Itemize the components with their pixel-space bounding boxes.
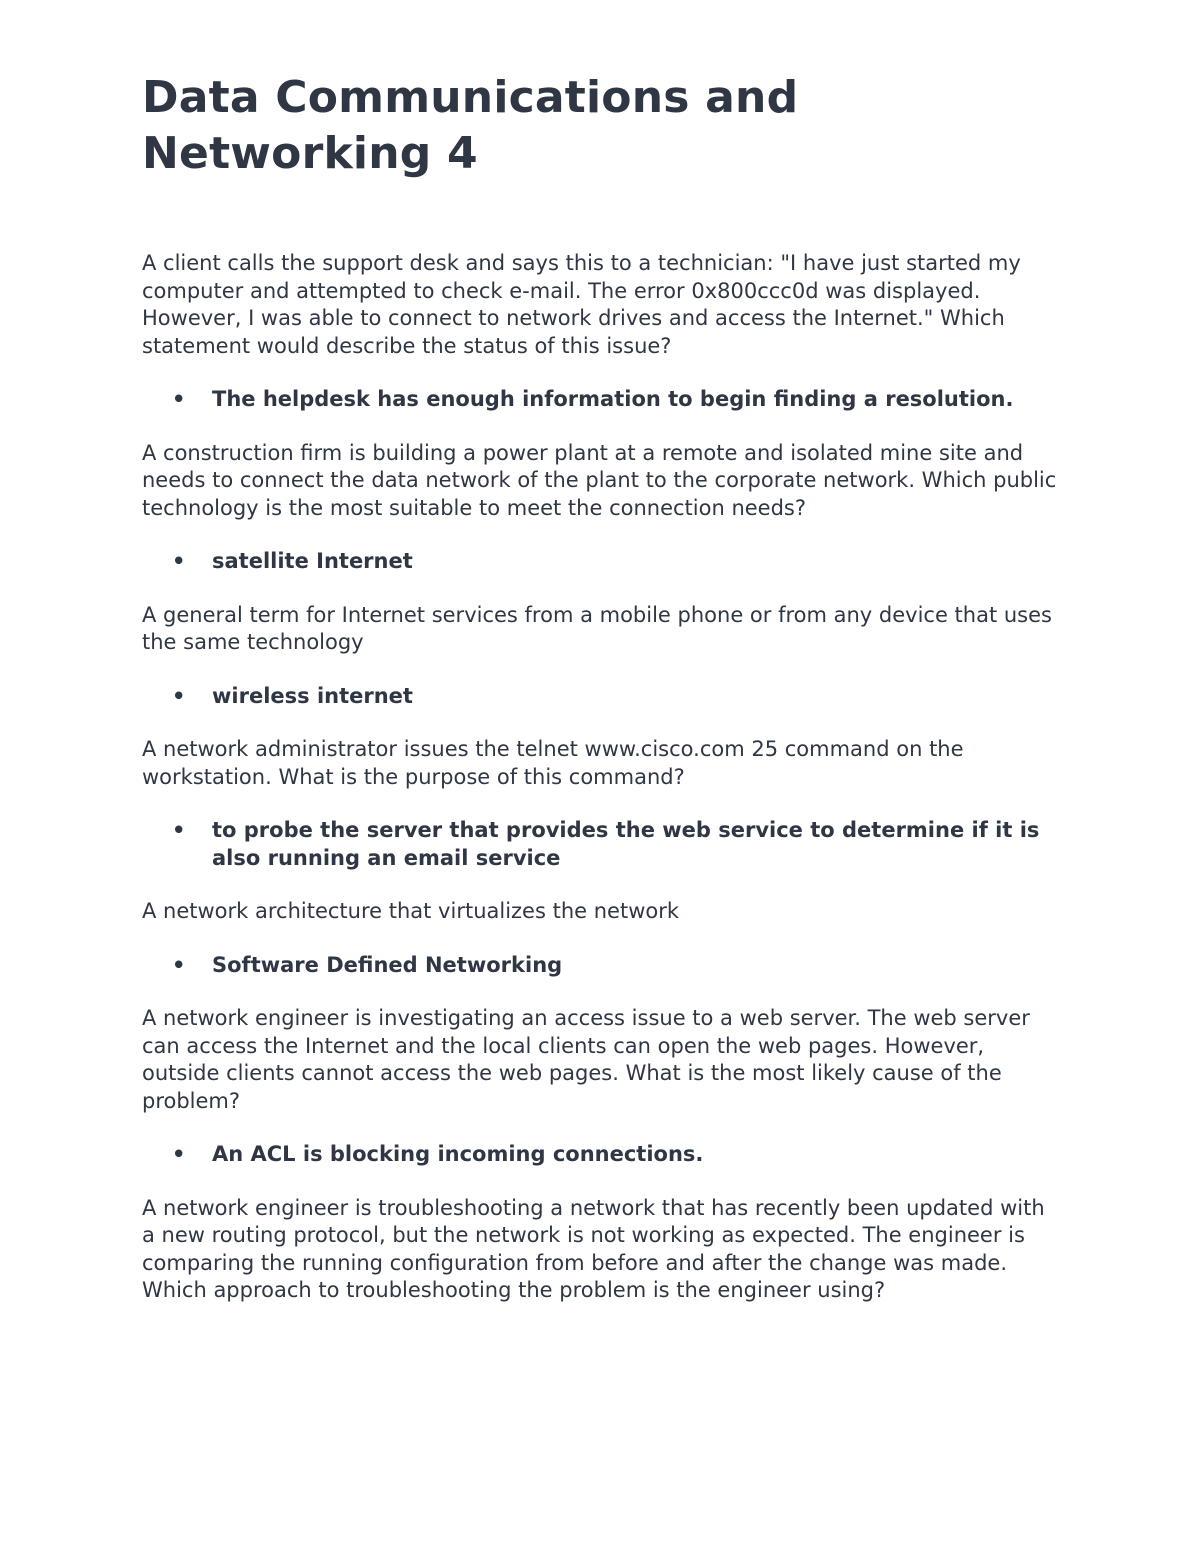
qa-list xyxy=(142,250,1062,1305)
question-text: A construction firm is building a power plant at a remote and isolated mine site and needs to connect the data network of the plant to the corporate network. Which public technology is the most suitable to meet the connection needs? xyxy=(142,440,1057,520)
bullet-icon: • xyxy=(172,683,186,708)
question-text: A network engineer is troubleshooting a network that has recently been updated with a new routing protocol, but the network is not working as expected. The engineer is comparing the running configuration from before and after the change was made. Which approach to troubleshooting the problem is the engineer using? xyxy=(142,1195,1045,1302)
answer-text: Software Defined Networking xyxy=(212,952,563,977)
question-text: A general term for Internet services from a mobile phone or from any device that uses the same technology xyxy=(142,602,1052,654)
bullet-icon: • xyxy=(172,1142,186,1166)
bullet-icon: • xyxy=(172,952,186,977)
answer-item xyxy=(142,952,1062,980)
answer-list xyxy=(142,683,1062,711)
answer-item xyxy=(142,683,1062,711)
answer-item xyxy=(142,548,1062,576)
answer-text: wireless internet xyxy=(212,683,413,708)
answer-text: to probe the server that provides the web service to determine if it is also running an email service xyxy=(212,818,1040,870)
question-text: A network administrator issues the telnet www.cisco.com 25 command on the workstation. What is the purpose of this command? xyxy=(142,737,964,789)
bullet-icon: • xyxy=(172,387,186,411)
question-text: A network engineer is investigating an access issue to a web server. The web server can access the Internet and the local clients can open the web pages. However, outside clients cannot access the web pages. What is the most likely cause of the problem? xyxy=(142,1006,1030,1113)
answer-text: An ACL is blocking incoming connections. xyxy=(212,1142,704,1166)
answer-item xyxy=(142,1141,1062,1169)
answer-list xyxy=(142,952,1062,980)
document-page xyxy=(142,70,1062,1305)
answer-item xyxy=(142,386,1062,414)
answer-text: satellite Internet xyxy=(212,549,413,573)
answer-list xyxy=(142,1141,1062,1169)
answer-list xyxy=(142,386,1062,414)
bullet-icon: • xyxy=(172,549,186,573)
document-title: Data Communications and Networking 4 xyxy=(142,72,799,179)
question-text: A client calls the support desk and says this to a technician: "I have just started my computer and attempted to check e-mail. The error 0x800ccc0d was displayed. However, I was able to connect to network drives and access the Internet." Which statement would describe the status of this issue? xyxy=(142,251,1021,358)
answer-list xyxy=(142,817,1062,872)
bullet-icon: • xyxy=(172,818,186,842)
question-text: A network architecture that virtualizes the network xyxy=(142,899,680,923)
answer-list xyxy=(142,548,1062,576)
answer-item xyxy=(142,817,1062,872)
answer-text: The helpdesk has enough information to begin finding a resolution. xyxy=(212,387,1014,411)
